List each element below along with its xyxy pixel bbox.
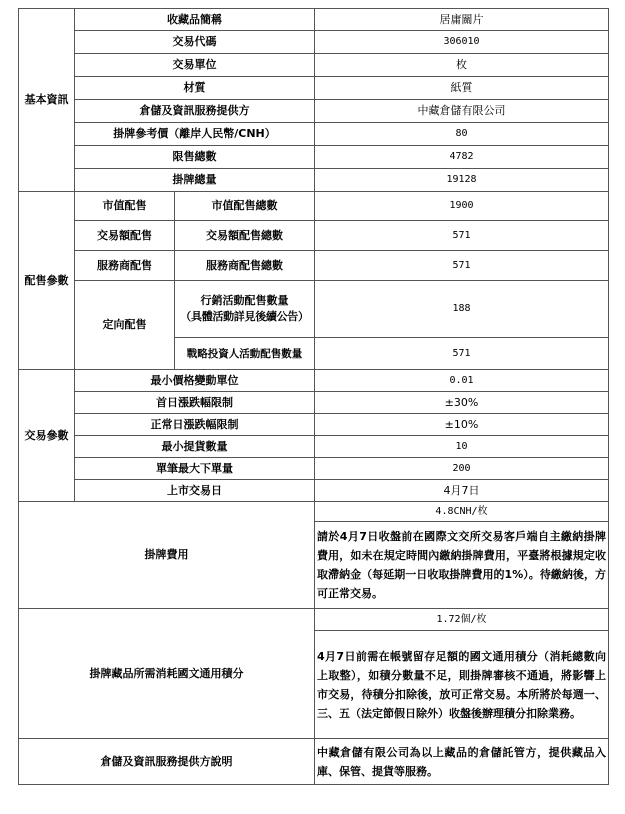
table-row (19, 77, 609, 100)
row-label: 交易額配售總數 (175, 221, 315, 251)
row-label: 掛牌總量 (75, 169, 315, 192)
table-row (19, 123, 609, 146)
row-value: 中藏倉儲有限公司 (315, 100, 609, 123)
row-label: 單筆最大下單量 (75, 458, 315, 480)
row-label: 掛牌參考價（離岸人民幣/CNH） (75, 123, 315, 146)
row-value: ±10% (315, 414, 609, 436)
row-label: 戰略投資人活動配售數量 (175, 338, 315, 370)
row-value: 571 (315, 221, 609, 251)
row-value: 4月7日 (315, 480, 609, 502)
marketing-label-note: （具體活動詳見後續公告） (180, 310, 309, 323)
row-value: ±30% (315, 392, 609, 414)
points-value: 1.72個/枚 (315, 609, 609, 631)
row-value: 0.01 (315, 370, 609, 392)
points-note: 4月7日前需在帳號留存足額的國文通用積分（消耗總數向上取整），如積分數量不足，則掛牌審核不通過，將影響上市交易，待積分扣除後，放可正常交易。本所將於每週一、三、五（法定節假日除外）收盤後辦理積分扣除業務。 (315, 631, 609, 739)
row-label: 服務商配售總數 (175, 251, 315, 281)
row-label: 限售總數 (75, 146, 315, 169)
row-label: 首日漲跌幅限制 (75, 392, 315, 414)
table-row (19, 609, 609, 631)
allocation-type: 定向配售 (75, 281, 175, 370)
table-row (19, 192, 609, 221)
listing-fee-label: 掛牌費用 (19, 502, 315, 609)
listing-fee-note: 請於4月7日收盤前在國際文交所交易客戶端自主繳納掛牌費用，如未在規定時間內繳納掛牌費用，平臺將根據規定收取滯納金（每延期一日收取掛牌費用的1%）。待繳納後，方可正常交易。 (315, 522, 609, 609)
row-value: 19128 (315, 169, 609, 192)
row-label: 交易單位 (75, 54, 315, 77)
group-label-allocation: 配售參數 (19, 192, 75, 370)
table-row (19, 502, 609, 522)
table-row (19, 458, 609, 480)
table-row (19, 251, 609, 281)
row-value: 1900 (315, 192, 609, 221)
table-row (19, 146, 609, 169)
row-label: 倉儲及資訊服務提供方 (75, 100, 315, 123)
table-row (19, 169, 609, 192)
row-label: 交易代碼 (75, 31, 315, 54)
row-value: 571 (315, 338, 609, 370)
table-row (19, 436, 609, 458)
listing-fee-value: 4.8CNH/枚 (315, 502, 609, 522)
table-row (19, 392, 609, 414)
points-label: 掛牌藏品所需消耗國文通用積分 (19, 609, 315, 739)
row-value: 571 (315, 251, 609, 281)
table-row (19, 221, 609, 251)
row-label: 材質 (75, 77, 315, 100)
row-label: 最小價格變動單位 (75, 370, 315, 392)
table-row (19, 739, 609, 785)
row-value: 306010 (315, 31, 609, 54)
table-row (19, 414, 609, 436)
table-row (19, 54, 609, 77)
allocation-type: 服務商配售 (75, 251, 175, 281)
table-row (19, 281, 609, 338)
row-label: 最小提貨數量 (75, 436, 315, 458)
marketing-label: 行銷活動配售數量 (200, 294, 289, 307)
provider-note-label: 倉儲及資訊服務提供方說明 (19, 739, 315, 785)
row-label: 上市交易日 (75, 480, 315, 502)
allocation-type: 交易額配售 (75, 221, 175, 251)
table-row (19, 9, 609, 31)
table-row (19, 480, 609, 502)
row-label (175, 281, 315, 338)
row-value: 80 (315, 123, 609, 146)
row-value: 居庸關片 (315, 9, 609, 31)
table-row (19, 31, 609, 54)
group-label-basic: 基本資訊 (19, 9, 75, 192)
row-label: 收藏品簡稱 (75, 9, 315, 31)
row-value: 4782 (315, 146, 609, 169)
row-value: 紙質 (315, 77, 609, 100)
row-value: 枚 (315, 54, 609, 77)
provider-note: 中藏倉儲有限公司為以上藏品的倉儲託管方，提供藏品入庫、保管、提貨等服務。 (315, 739, 609, 785)
row-value: 200 (315, 458, 609, 480)
row-label: 市值配售總數 (175, 192, 315, 221)
row-label: 正常日漲跌幅限制 (75, 414, 315, 436)
row-value: 10 (315, 436, 609, 458)
table-row (19, 370, 609, 392)
row-value: 188 (315, 281, 609, 338)
group-label-trading: 交易參數 (19, 370, 75, 502)
table-row (19, 100, 609, 123)
listing-info-table (18, 8, 609, 785)
allocation-type: 市值配售 (75, 192, 175, 221)
